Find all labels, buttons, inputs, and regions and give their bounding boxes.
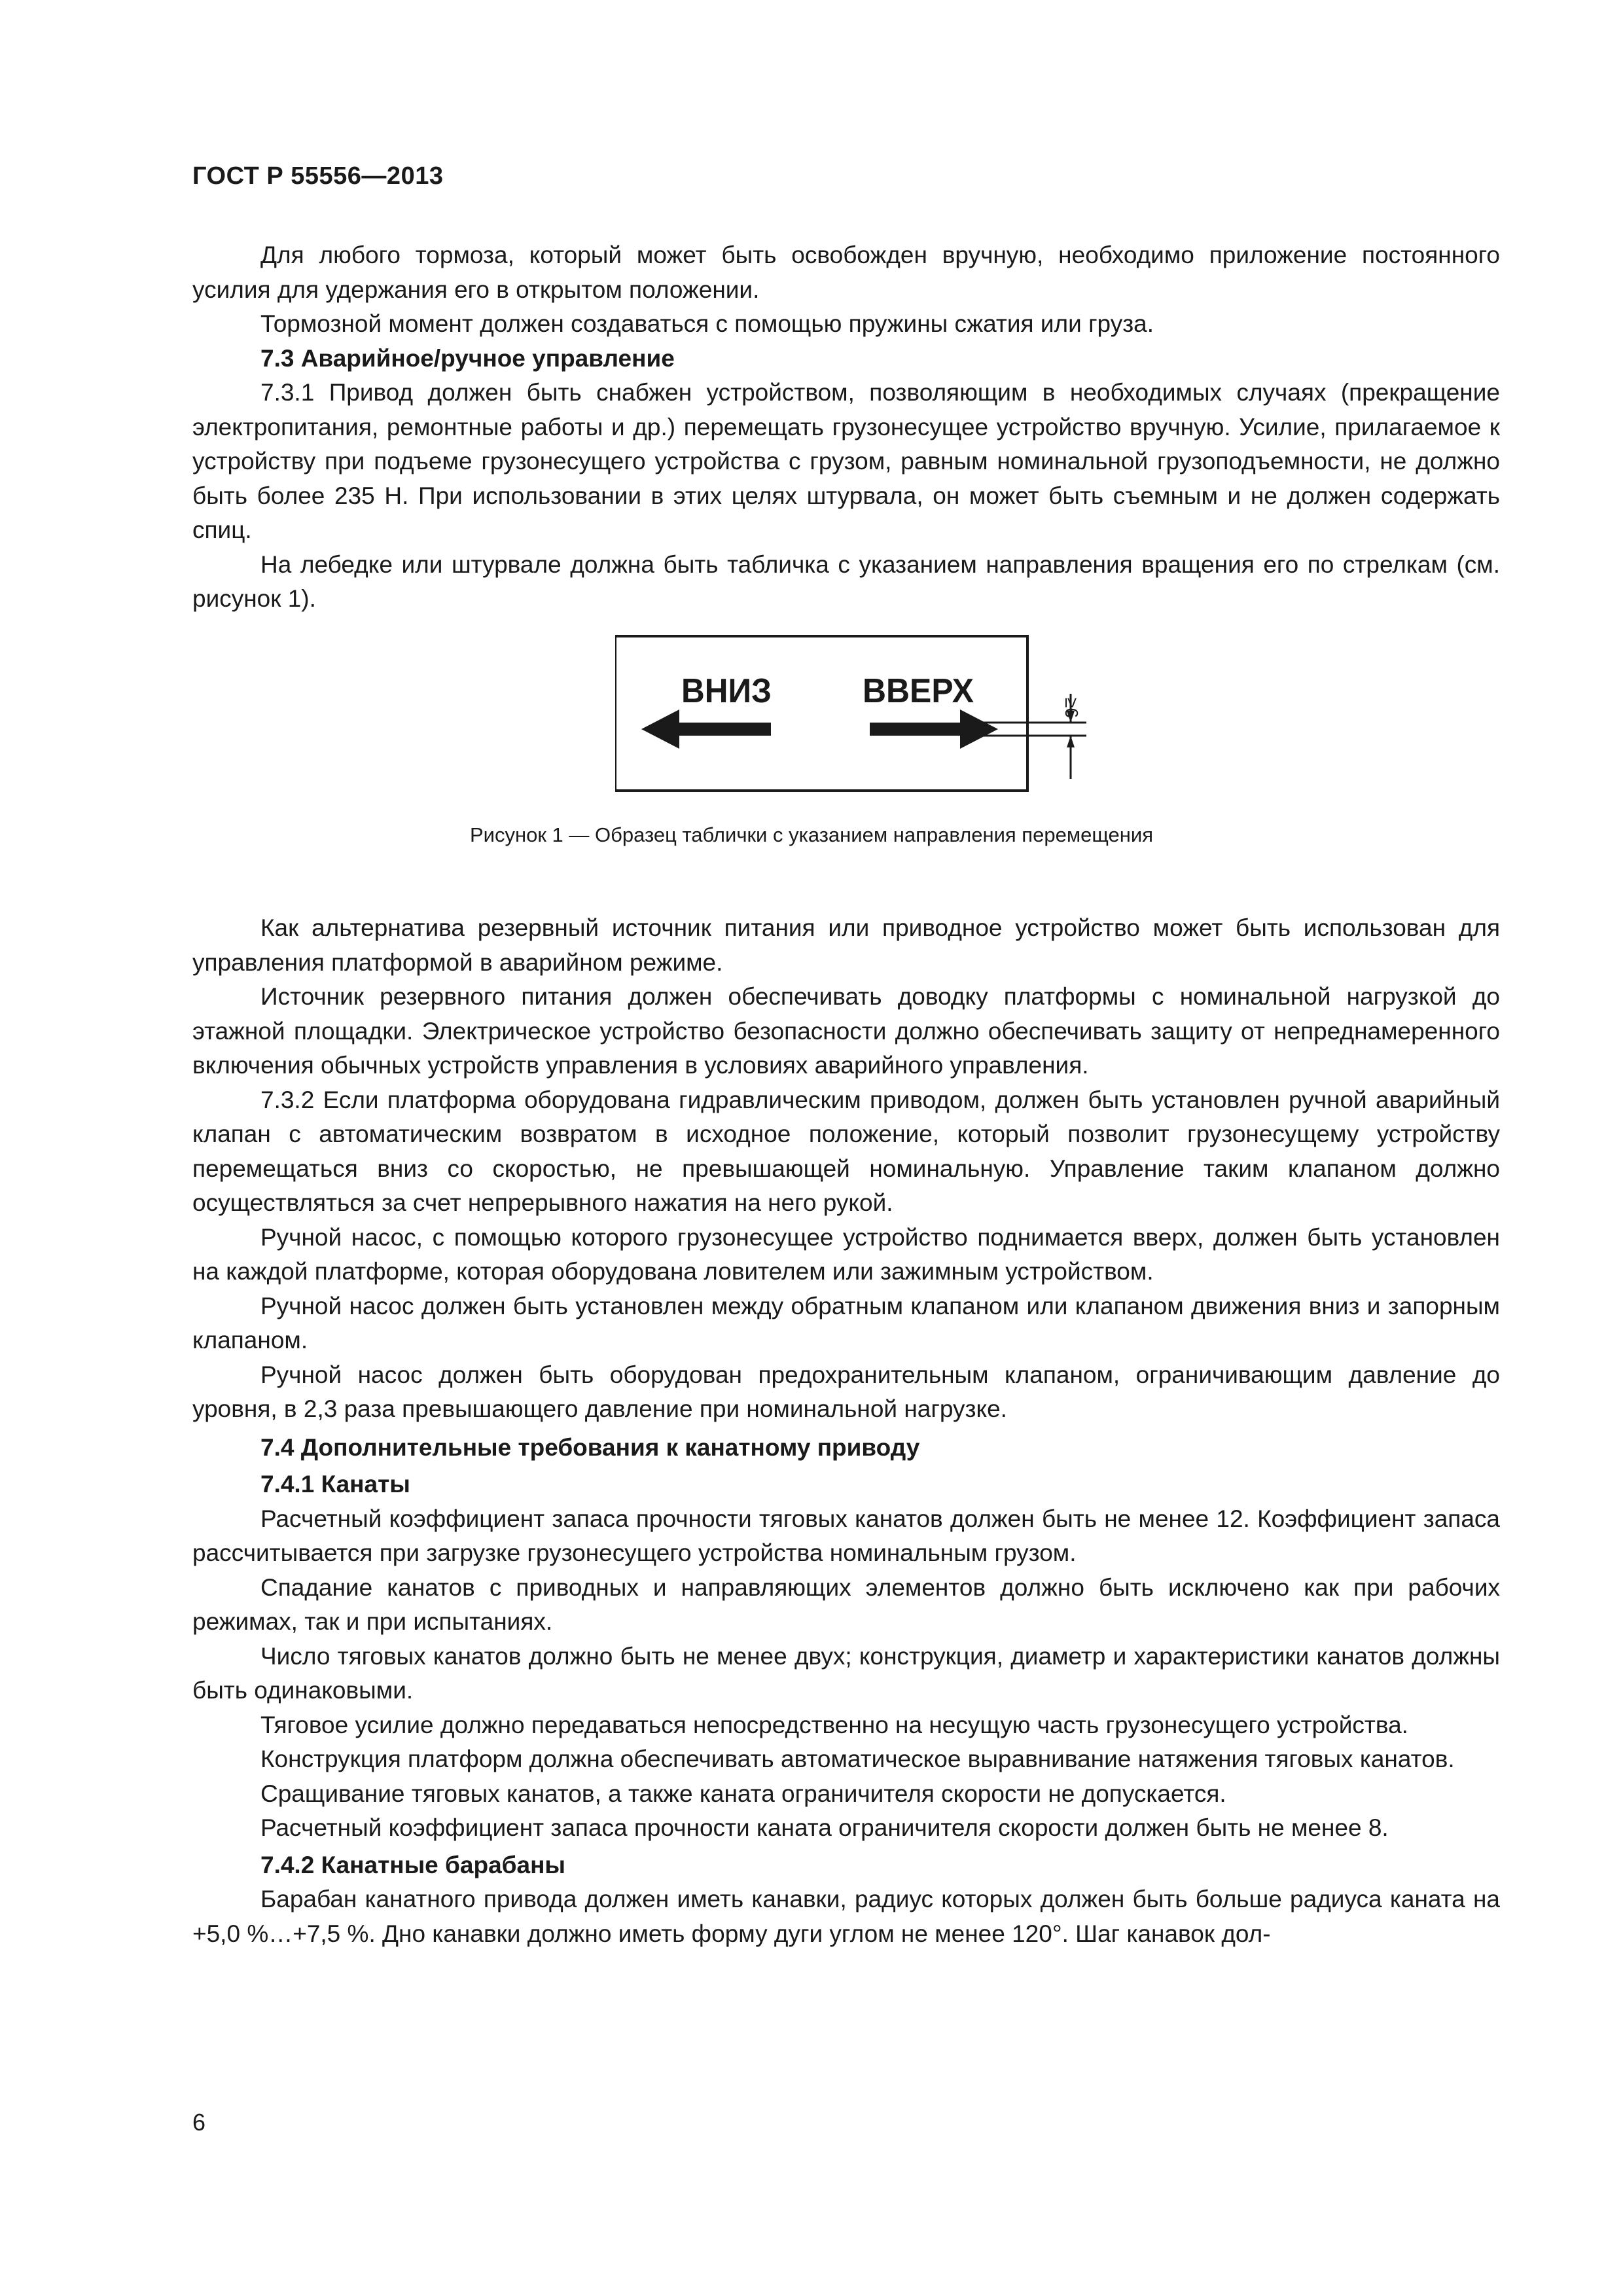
arrow-right-icon [870,709,998,749]
paragraph: Как альтернатива резервный источник питания или приводное устройство может быть использован для управления платформой в аварийном режиме. [192,914,1500,976]
paragraph: Ручной насос должен быть установлен между обратным клапаном или клапаном движения вниз и запорным клапаном. [192,1292,1500,1354]
text-block-lower [192,911,1500,1951]
subsection-heading: 7.4.1 Канаты [260,1471,410,1498]
text-block-upper [192,238,1500,617]
paragraph: Тяговое усилие должно передаваться непосредственно на несущую часть грузонесущего устройства. [260,1711,1408,1738]
page-number: 6 [192,2109,206,2136]
paragraph: Расчетный коэффициент запаса прочности каната ограничителя скорости должен быть не менее 8. [260,1814,1389,1841]
paragraph: На лебедке или штурвале должна быть табличка с указанием направления вращения его по стрелкам (см. рисунок 1). [192,550,1500,612]
paragraph: 7.3.2 Если платформа оборудована гидравлическим приводом, должен быть установлен ручной аварийный клапан с автоматическим возвратом в исходное положение, который позволит грузонесущему устройству перемещаться вниз со скоростью, не превышающей номинальную. Управление таким клапаном должно осуществляться за счет непрерывного нажатия на него рукой. [192,1086,1500,1216]
paragraph: Ручной насос должен быть оборудован предохранительным клапаном, ограничивающим давление до уровня, в 2,3 раза превышающего давление при номинальной нагрузке. [192,1361,1500,1422]
paragraph: Для любого тормоза, который может быть освобожден вручную, необходимо приложение постоянного усилия для удержания его в открытом положении. [192,242,1500,303]
label-down: ВНИЗ [681,672,772,710]
arrow-left-icon [641,709,771,749]
figure-caption: Рисунок 1 — Образец таблички с указанием направления перемещения [469,823,1153,846]
direction-plate-figure [615,635,1113,805]
paragraph: Тормозной момент должен создаваться с помощью пружины сжатия или груза. [260,310,1154,337]
paragraph: Ручной насос, с помощью которого грузонесущее устройство поднимается вверх, должен быть установлен на каждой платформе, которая оборудована ловителем или зажимным устройством. [192,1223,1500,1285]
paragraph: Сращивание тяговых канатов, а также каната ограничителя скорости не допускается. [260,1780,1226,1807]
section-heading: 7.4 Дополнительные требования к канатному приводу [260,1433,920,1461]
section-heading: 7.3 Аварийное/ручное управление [260,344,675,372]
document-header: ГОСТ Р 55556—2013 [192,162,444,190]
paragraph: Конструкция платформ должна обеспечивать автоматическое выравнивание натяжения тяговых канатов. [260,1746,1455,1772]
paragraph: Расчетный коэффициент запаса прочности тяговых канатов должен быть не менее 12. Коэффициент запаса рассчитывается при загрузке грузонесущего устройства номинальным грузом. [192,1505,1500,1566]
dimension-arrowhead [1067,736,1075,747]
paragraph: Источник резервного питания должен обеспечивать доводку платформы с номинальной нагрузкой до этажной площадки. Электрическое устройство безопасности должно обеспечивать защиту от непреднамеренного включения обычных устройств управления в условиях аварийного управления. [192,983,1500,1079]
dimension-label: ≥6 [1061,698,1082,718]
label-up: ВВЕРХ [863,672,974,710]
paragraph: 7.3.1 Привод должен быть снабжен устройством, позволяющим в необходимых случаях (прекращение электропитания, ремонтные работы и др.) перемещать грузонесущее устройство вручную. Усилие, прилагаемое к устройству при подъеме грузонесущего устройства с грузом, равным номинальной грузоподъемности, не должно быть более 235 Н. При использовании в этих целях штурвала, он может быть съемным и не должен содержать спиц. [192,379,1500,543]
subsection-heading: 7.4.2 Канатные барабаны [260,1851,566,1878]
paragraph: Число тяговых канатов должно быть не менее двух; конструкция, диаметр и характеристики канатов должны быть одинаковыми. [192,1642,1500,1704]
paragraph: Спадание канатов с приводных и направляющих элементов должно быть исключено как при рабочих режимах, так и при испытаниях. [192,1573,1500,1635]
paragraph: Барабан канатного привода должен иметь канавки, радиус которых должен быть больше радиуса каната на +5,0 %…+7,5 %. Дно канавки должно иметь форму дуги углом не менее 120°. Шаг канавок дол- [192,1886,1500,1947]
